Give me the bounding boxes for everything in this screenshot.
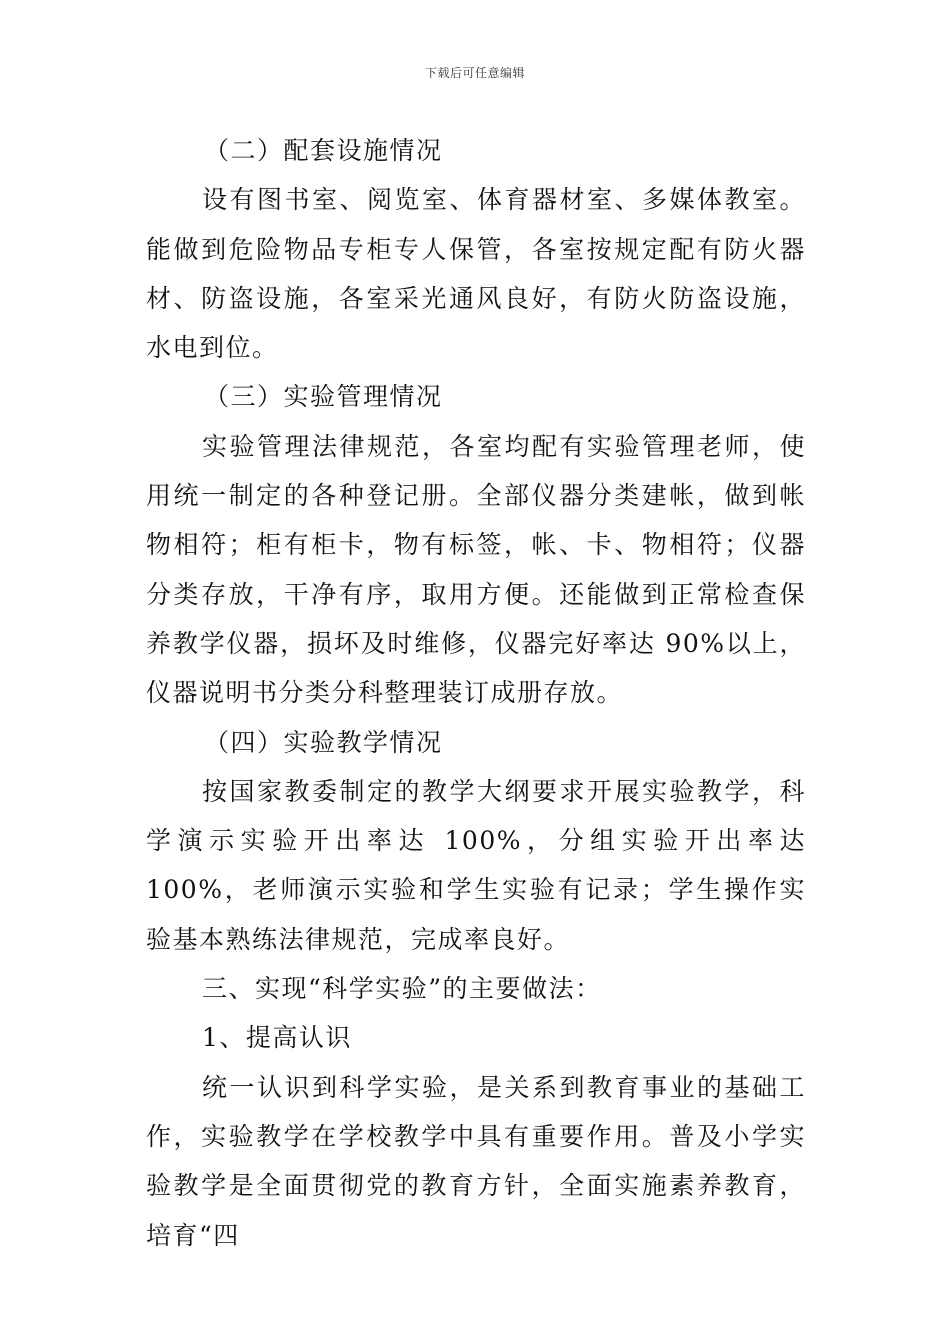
paragraph-lab-management: 实验管理法律规范，各室均配有实验管理老师，使用统一制定的各种登记册。全部仪器分类建帐，做到帐物相符；柜有柜卡，物有标签，帐、卡、物相符；仪器分类存放，干净有序，取用方便。还能做到正常检查保养教学仪器，损坏及时维修，仪器完好率达 90%以上，仪器说明书分类分科整理装订成册存放。: [146, 431, 806, 708]
part-heading-main-practices: 三、实现“科学实验”的主要做法：: [202, 974, 602, 1004]
document-body: [146, 126, 806, 1260]
section-heading-lab-teaching: （四）实验教学情况: [204, 727, 443, 757]
paragraph-lab-teaching: 按国家教委制定的教学大纲要求开展实验教学，科学演示实验开出率达 100%，分组实验开出率达 100%，老师演示实验和学生实验有记录；学生操作实验基本熟练法律规范，完成率良好。: [146, 776, 806, 954]
page-header: 下载后可任意编辑: [424, 66, 525, 80]
section-heading-lab-management: （三）实验管理情况: [204, 382, 443, 412]
section-heading-facilities: （二）配套设施情况: [204, 136, 443, 165]
item-heading-raise-awareness: 1、提高认识: [202, 1023, 352, 1053]
paragraph-raise-awareness: 统一认识到科学实验，是关系到教育事业的基础工作，实验教学在学校教学中具有重要作用。普及小学实验教学是全面贯彻党的教育方针，全面实施素养教育，培育“四: [146, 1072, 806, 1250]
paragraph-facilities: 设有图书室、阅览室、体育器材室、多媒体教室。能做到危险物品专柜专人保管，各室按规定配有防火器材、防盗设施，各室采光通风良好，有防火防盗设施，水电到位。: [146, 185, 806, 363]
